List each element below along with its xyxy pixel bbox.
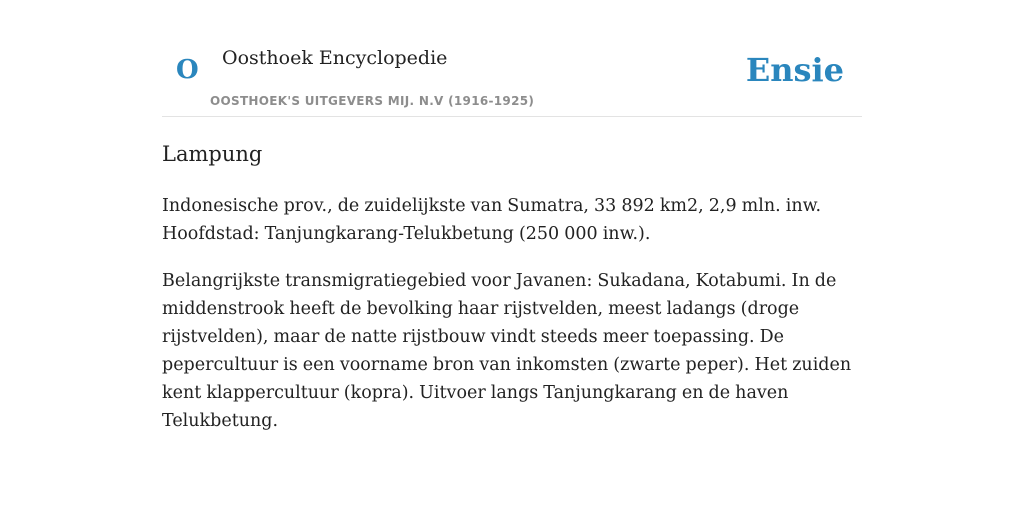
entry-content: [162, 136, 862, 454]
entry-paragraph: Belangrijkste transmigratiegebied voor Javanen: Sukadana, Kotabumi. In de middenstrook heeft de bevolking haar rijstvelden, meest ladangs (droge rijstvelden), maar de natte rijstbouw vindt steeds meer toepassing. De pepercultuur is een voorname bron van inkomsten (zwarte peper). Het zuiden kent klappercultuur (kopra). Uitvoer langs Tanjungkarang en de haven Telukbetung.: [162, 271, 852, 431]
site-logo-icon[interactable]: O: [176, 55, 199, 85]
entry-title: Lampung: [162, 142, 263, 166]
ensie-brand-link[interactable]: Ensie: [745, 51, 844, 89]
entry-paragraph: Indonesische prov., de zuidelijkste van Sumatra, 33 892 km2, 2,9 mln. inw. Hoofdstad: Tanjungkarang-Telukbetung (250 000 inw.).: [162, 196, 822, 244]
site-title[interactable]: Oosthoek Encyclopedie: [222, 47, 448, 69]
site-header: [162, 0, 862, 117]
publisher-subtitle: OOSTHOEK'S UITGEVERS MIJ. N.V (1916-1925): [210, 94, 535, 108]
